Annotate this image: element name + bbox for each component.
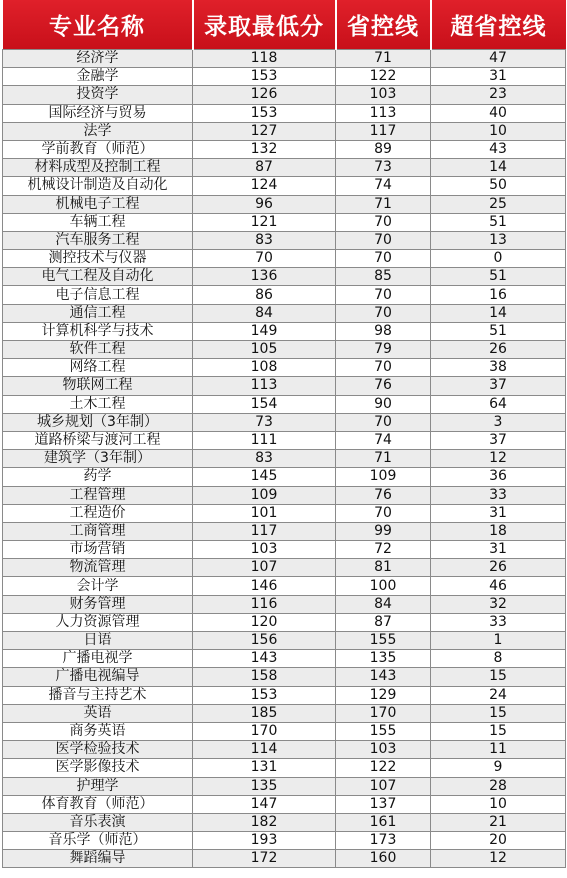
cell-above-line: 15 xyxy=(431,704,566,722)
cell-min-score: 84 xyxy=(193,304,336,322)
cell-province-line: 71 xyxy=(336,50,431,68)
cell-above-line: 28 xyxy=(431,777,566,795)
cell-above-line: 37 xyxy=(431,431,566,449)
cell-min-score: 83 xyxy=(193,450,336,468)
cell-min-score: 111 xyxy=(193,431,336,449)
table-row xyxy=(3,650,566,668)
cell-min-score: 124 xyxy=(193,177,336,195)
cell-above-line: 10 xyxy=(431,122,566,140)
table-row xyxy=(3,359,566,377)
table-row xyxy=(3,632,566,650)
cell-province-line: 76 xyxy=(336,377,431,395)
cell-province-line: 103 xyxy=(336,86,431,104)
cell-major-name: 广播电视编导 xyxy=(3,668,193,686)
cell-major-name: 药学 xyxy=(3,468,193,486)
cell-min-score: 70 xyxy=(193,250,336,268)
cell-min-score: 108 xyxy=(193,359,336,377)
cell-major-name: 医学影像技术 xyxy=(3,759,193,777)
header-major-name: 专业名称 xyxy=(3,0,193,50)
cell-above-line: 32 xyxy=(431,595,566,613)
cell-province-line: 76 xyxy=(336,486,431,504)
cell-province-line: 103 xyxy=(336,741,431,759)
cell-major-name: 车辆工程 xyxy=(3,213,193,231)
table-row xyxy=(3,122,566,140)
cell-above-line: 11 xyxy=(431,741,566,759)
cell-above-line: 15 xyxy=(431,722,566,740)
table-row xyxy=(3,504,566,522)
cell-min-score: 193 xyxy=(193,832,336,850)
cell-province-line: 155 xyxy=(336,722,431,740)
cell-above-line: 38 xyxy=(431,359,566,377)
cell-major-name: 建筑学（3年制） xyxy=(3,450,193,468)
header-row xyxy=(3,0,566,50)
cell-above-line: 8 xyxy=(431,650,566,668)
header-above-line: 超省控线 xyxy=(431,0,566,50)
cell-min-score: 109 xyxy=(193,486,336,504)
cell-major-name: 财务管理 xyxy=(3,595,193,613)
table-row xyxy=(3,413,566,431)
cell-above-line: 9 xyxy=(431,759,566,777)
cell-province-line: 107 xyxy=(336,777,431,795)
cell-min-score: 136 xyxy=(193,268,336,286)
cell-major-name: 机械设计制造及自动化 xyxy=(3,177,193,195)
cell-min-score: 126 xyxy=(193,86,336,104)
cell-above-line: 14 xyxy=(431,304,566,322)
cell-major-name: 电气工程及自动化 xyxy=(3,268,193,286)
cell-min-score: 127 xyxy=(193,122,336,140)
cell-major-name: 机械电子工程 xyxy=(3,195,193,213)
table-row xyxy=(3,595,566,613)
cell-min-score: 158 xyxy=(193,668,336,686)
cell-province-line: 70 xyxy=(336,213,431,231)
cell-above-line: 20 xyxy=(431,832,566,850)
table-row xyxy=(3,577,566,595)
cell-major-name: 道路桥梁与渡河工程 xyxy=(3,431,193,449)
cell-province-line: 85 xyxy=(336,268,431,286)
cell-min-score: 120 xyxy=(193,613,336,631)
cell-major-name: 广播电视学 xyxy=(3,650,193,668)
cell-above-line: 26 xyxy=(431,341,566,359)
cell-min-score: 132 xyxy=(193,140,336,158)
cell-above-line: 51 xyxy=(431,268,566,286)
cell-province-line: 100 xyxy=(336,577,431,595)
table-row xyxy=(3,104,566,122)
cell-min-score: 156 xyxy=(193,632,336,650)
cell-province-line: 87 xyxy=(336,613,431,631)
table-row xyxy=(3,613,566,631)
cell-min-score: 107 xyxy=(193,559,336,577)
cell-above-line: 24 xyxy=(431,686,566,704)
cell-above-line: 50 xyxy=(431,177,566,195)
table-row xyxy=(3,450,566,468)
table-row xyxy=(3,704,566,722)
cell-min-score: 182 xyxy=(193,813,336,831)
cell-min-score: 86 xyxy=(193,286,336,304)
table-row xyxy=(3,832,566,850)
cell-major-name: 会计学 xyxy=(3,577,193,595)
cell-province-line: 160 xyxy=(336,850,431,868)
cell-min-score: 87 xyxy=(193,159,336,177)
cell-province-line: 90 xyxy=(336,395,431,413)
cell-min-score: 118 xyxy=(193,50,336,68)
table-row xyxy=(3,850,566,868)
table-row xyxy=(3,686,566,704)
cell-province-line: 155 xyxy=(336,632,431,650)
cell-province-line: 99 xyxy=(336,522,431,540)
cell-major-name: 网络工程 xyxy=(3,359,193,377)
cell-min-score: 170 xyxy=(193,722,336,740)
table-row xyxy=(3,395,566,413)
table-row xyxy=(3,140,566,158)
table-row xyxy=(3,813,566,831)
cell-above-line: 13 xyxy=(431,231,566,249)
cell-major-name: 英语 xyxy=(3,704,193,722)
cell-major-name: 经济学 xyxy=(3,50,193,68)
table-row xyxy=(3,722,566,740)
cell-major-name: 土木工程 xyxy=(3,395,193,413)
table-row xyxy=(3,486,566,504)
cell-min-score: 153 xyxy=(193,104,336,122)
cell-min-score: 113 xyxy=(193,377,336,395)
table-row xyxy=(3,159,566,177)
cell-province-line: 122 xyxy=(336,759,431,777)
cell-min-score: 154 xyxy=(193,395,336,413)
cell-above-line: 51 xyxy=(431,322,566,340)
cell-above-line: 51 xyxy=(431,213,566,231)
table-row xyxy=(3,68,566,86)
table-row xyxy=(3,431,566,449)
cell-province-line: 70 xyxy=(336,504,431,522)
cell-province-line: 161 xyxy=(336,813,431,831)
cell-province-line: 109 xyxy=(336,468,431,486)
cell-above-line: 40 xyxy=(431,104,566,122)
cell-major-name: 日语 xyxy=(3,632,193,650)
cell-major-name: 商务英语 xyxy=(3,722,193,740)
cell-major-name: 舞蹈编导 xyxy=(3,850,193,868)
cell-min-score: 105 xyxy=(193,341,336,359)
table-row xyxy=(3,541,566,559)
cell-province-line: 70 xyxy=(336,304,431,322)
cell-province-line: 70 xyxy=(336,286,431,304)
cell-major-name: 人力资源管理 xyxy=(3,613,193,631)
cell-above-line: 33 xyxy=(431,613,566,631)
table-row xyxy=(3,50,566,68)
cell-major-name: 医学检验技术 xyxy=(3,741,193,759)
cell-major-name: 金融学 xyxy=(3,68,193,86)
table-row xyxy=(3,250,566,268)
cell-above-line: 1 xyxy=(431,632,566,650)
table-row xyxy=(3,86,566,104)
table-header xyxy=(3,0,566,50)
cell-province-line: 129 xyxy=(336,686,431,704)
table-row xyxy=(3,195,566,213)
cell-above-line: 12 xyxy=(431,450,566,468)
cell-above-line: 64 xyxy=(431,395,566,413)
cell-min-score: 153 xyxy=(193,686,336,704)
cell-above-line: 31 xyxy=(431,68,566,86)
table-row xyxy=(3,231,566,249)
table-row xyxy=(3,759,566,777)
table-row xyxy=(3,341,566,359)
cell-min-score: 73 xyxy=(193,413,336,431)
cell-major-name: 电子信息工程 xyxy=(3,286,193,304)
cell-major-name: 播音与主持艺术 xyxy=(3,686,193,704)
cell-province-line: 70 xyxy=(336,359,431,377)
cell-min-score: 114 xyxy=(193,741,336,759)
table-row xyxy=(3,377,566,395)
cell-above-line: 31 xyxy=(431,504,566,522)
cell-above-line: 16 xyxy=(431,286,566,304)
cell-above-line: 36 xyxy=(431,468,566,486)
cell-above-line: 37 xyxy=(431,377,566,395)
cell-province-line: 113 xyxy=(336,104,431,122)
table-row xyxy=(3,268,566,286)
table-row xyxy=(3,213,566,231)
cell-major-name: 市场营销 xyxy=(3,541,193,559)
cell-province-line: 84 xyxy=(336,595,431,613)
cell-major-name: 体育教育（师范） xyxy=(3,795,193,813)
cell-above-line: 46 xyxy=(431,577,566,595)
table-row xyxy=(3,468,566,486)
cell-province-line: 170 xyxy=(336,704,431,722)
cell-province-line: 79 xyxy=(336,341,431,359)
cell-above-line: 0 xyxy=(431,250,566,268)
cell-province-line: 71 xyxy=(336,450,431,468)
table-body xyxy=(3,50,566,868)
cell-above-line: 21 xyxy=(431,813,566,831)
cell-province-line: 73 xyxy=(336,159,431,177)
cell-min-score: 153 xyxy=(193,68,336,86)
table-row xyxy=(3,741,566,759)
cell-above-line: 43 xyxy=(431,140,566,158)
cell-min-score: 172 xyxy=(193,850,336,868)
cell-major-name: 通信工程 xyxy=(3,304,193,322)
cell-major-name: 音乐表演 xyxy=(3,813,193,831)
cell-major-name: 物联网工程 xyxy=(3,377,193,395)
cell-min-score: 116 xyxy=(193,595,336,613)
cell-min-score: 147 xyxy=(193,795,336,813)
table-row xyxy=(3,286,566,304)
cell-province-line: 81 xyxy=(336,559,431,577)
cell-min-score: 117 xyxy=(193,522,336,540)
cell-major-name: 工程造价 xyxy=(3,504,193,522)
cell-above-line: 47 xyxy=(431,50,566,68)
table-row xyxy=(3,777,566,795)
cell-province-line: 70 xyxy=(336,231,431,249)
cell-min-score: 131 xyxy=(193,759,336,777)
cell-min-score: 185 xyxy=(193,704,336,722)
cell-above-line: 18 xyxy=(431,522,566,540)
cell-min-score: 149 xyxy=(193,322,336,340)
cell-major-name: 软件工程 xyxy=(3,341,193,359)
cell-min-score: 143 xyxy=(193,650,336,668)
cell-min-score: 135 xyxy=(193,777,336,795)
cell-major-name: 测控技术与仪器 xyxy=(3,250,193,268)
cell-min-score: 103 xyxy=(193,541,336,559)
cell-province-line: 72 xyxy=(336,541,431,559)
header-province-line: 省控线 xyxy=(336,0,431,50)
table-row xyxy=(3,668,566,686)
cell-province-line: 117 xyxy=(336,122,431,140)
cell-province-line: 70 xyxy=(336,250,431,268)
cell-major-name: 计算机科学与技术 xyxy=(3,322,193,340)
cell-above-line: 23 xyxy=(431,86,566,104)
table-row xyxy=(3,559,566,577)
cell-major-name: 法学 xyxy=(3,122,193,140)
cell-min-score: 96 xyxy=(193,195,336,213)
cell-major-name: 音乐学（师范） xyxy=(3,832,193,850)
cell-major-name: 材料成型及控制工程 xyxy=(3,159,193,177)
cell-above-line: 12 xyxy=(431,850,566,868)
cell-above-line: 31 xyxy=(431,541,566,559)
cell-major-name: 工程管理 xyxy=(3,486,193,504)
cell-min-score: 145 xyxy=(193,468,336,486)
cell-province-line: 74 xyxy=(336,431,431,449)
header-min-score: 录取最低分 xyxy=(193,0,336,50)
table-row xyxy=(3,177,566,195)
admission-score-table xyxy=(2,0,566,868)
cell-min-score: 121 xyxy=(193,213,336,231)
cell-major-name: 工商管理 xyxy=(3,522,193,540)
cell-above-line: 14 xyxy=(431,159,566,177)
cell-province-line: 173 xyxy=(336,832,431,850)
table-row xyxy=(3,322,566,340)
cell-major-name: 城乡规划（3年制） xyxy=(3,413,193,431)
cell-province-line: 122 xyxy=(336,68,431,86)
cell-province-line: 71 xyxy=(336,195,431,213)
cell-major-name: 物流管理 xyxy=(3,559,193,577)
cell-above-line: 3 xyxy=(431,413,566,431)
cell-above-line: 26 xyxy=(431,559,566,577)
table-row xyxy=(3,522,566,540)
cell-min-score: 101 xyxy=(193,504,336,522)
cell-major-name: 护理学 xyxy=(3,777,193,795)
cell-province-line: 74 xyxy=(336,177,431,195)
cell-above-line: 10 xyxy=(431,795,566,813)
cell-above-line: 15 xyxy=(431,668,566,686)
cell-above-line: 33 xyxy=(431,486,566,504)
cell-major-name: 学前教育（师范） xyxy=(3,140,193,158)
cell-province-line: 89 xyxy=(336,140,431,158)
cell-province-line: 70 xyxy=(336,413,431,431)
cell-above-line: 25 xyxy=(431,195,566,213)
cell-min-score: 83 xyxy=(193,231,336,249)
cell-province-line: 98 xyxy=(336,322,431,340)
cell-major-name: 汽车服务工程 xyxy=(3,231,193,249)
table-row xyxy=(3,304,566,322)
cell-min-score: 146 xyxy=(193,577,336,595)
cell-province-line: 143 xyxy=(336,668,431,686)
cell-major-name: 投资学 xyxy=(3,86,193,104)
table-row xyxy=(3,795,566,813)
cell-province-line: 137 xyxy=(336,795,431,813)
cell-province-line: 135 xyxy=(336,650,431,668)
cell-major-name: 国际经济与贸易 xyxy=(3,104,193,122)
